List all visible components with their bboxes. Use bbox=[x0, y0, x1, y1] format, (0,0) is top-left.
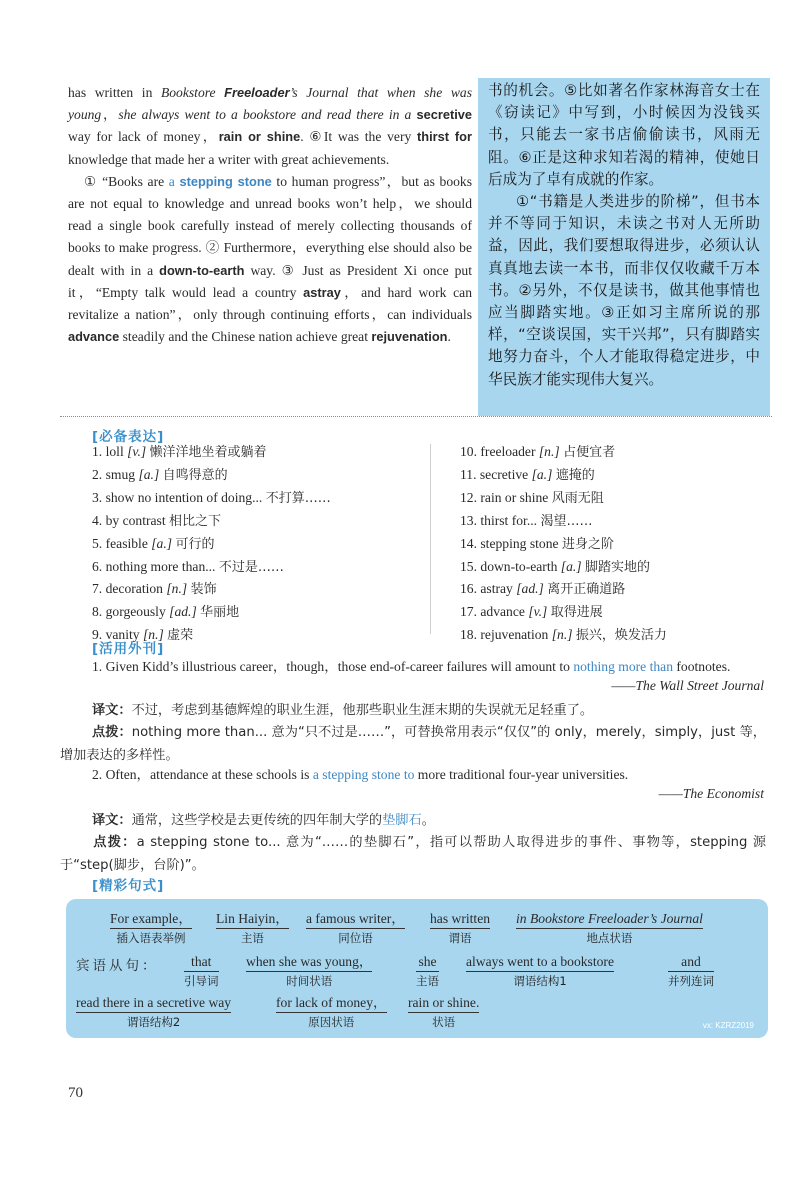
vocab-item bbox=[460, 441, 770, 464]
text-run: nothing more than bbox=[573, 659, 673, 674]
text-run: knowledge that made her a writer with great achievements. bbox=[68, 151, 390, 167]
translation-label: 译文： bbox=[92, 813, 132, 828]
vocab-meaning: 脚踏实地的 bbox=[584, 559, 650, 575]
vocab-meaning: 懒洋洋地坐着或躺着 bbox=[149, 445, 267, 460]
vocab-number: 10. bbox=[460, 444, 481, 459]
vocab-meaning: 遮掩的 bbox=[555, 467, 595, 483]
vocab-meaning: 取得进展 bbox=[550, 605, 603, 621]
translation-label: 译文： bbox=[92, 703, 132, 718]
vocab-number: 4. bbox=[92, 512, 106, 528]
vocab-word: down-to-earth bbox=[480, 558, 561, 574]
token-row2-3: always went to a bookstore 谓语结构1 bbox=[466, 954, 614, 988]
vocab-word: advance bbox=[480, 604, 529, 620]
vocab-item bbox=[460, 464, 770, 487]
vocab-pos: [v.] bbox=[127, 444, 150, 459]
section-heading-sentence: [精彩句式] bbox=[92, 878, 165, 894]
vocab-meaning: 装饰 bbox=[190, 582, 217, 598]
english-paragraph-2 bbox=[68, 171, 472, 349]
vocab-pos: [n.] bbox=[551, 627, 576, 643]
vocab-number: 8. bbox=[92, 604, 106, 620]
vocab-item bbox=[460, 556, 770, 579]
text-run: . ⑥It was the very bbox=[300, 129, 418, 145]
vocab-pos: [a.] bbox=[151, 535, 176, 551]
english-paragraph-1 bbox=[68, 82, 472, 171]
example-1-source: ——The Wall Street Journal bbox=[611, 678, 764, 693]
example-2-translation bbox=[60, 809, 766, 832]
vocab-meaning: 自鸣得意的 bbox=[162, 467, 228, 483]
text-run: way. ③ Just as President Xi once put it，“Empty talk would lead a country bbox=[68, 262, 473, 300]
token-row2-2: she 主语 bbox=[416, 954, 439, 988]
text-run: 通常，这些学校是去更传统的四年制大学的 bbox=[131, 813, 383, 828]
text-run: 。 bbox=[421, 813, 435, 828]
text-run: 不过，考虑到基德辉煌的职业生涯，他那些职业生涯末期的失误就无足轻重了。 bbox=[131, 703, 594, 718]
example-1-translation bbox=[60, 699, 766, 722]
text-run: secretive bbox=[416, 107, 472, 123]
text-run: she always went to a bookstore and read there in a bbox=[118, 107, 417, 123]
vocab-word: secretive bbox=[479, 466, 532, 482]
vocab-list-left bbox=[92, 441, 422, 647]
vocab-number: 7. bbox=[92, 581, 106, 597]
vocab-pos: [a.] bbox=[560, 558, 585, 574]
vocab-pos: [ad.] bbox=[516, 581, 548, 597]
vocab-meaning: 进身之阶 bbox=[561, 536, 614, 552]
text-run: to human progress”，but as books are not equal to knowledge and unread books won’t help，we should read a single book carefully instead of merely collecting thousands of books to make progress. ② Furthermore，everything else should also be dealt with in a bbox=[68, 173, 472, 278]
vocab-word: show no intention of doing... bbox=[105, 489, 266, 505]
vocab-word: astray bbox=[480, 581, 517, 597]
vocab-item bbox=[460, 510, 770, 533]
text-run: way for lack of money， bbox=[68, 129, 219, 145]
vocab-number: 3. bbox=[92, 489, 106, 505]
chinese-paragraph-2: ①“书籍是人类进步的阶梯”，但书本并不等同于知识，未读之书对人无所助益，因此，我们要想取得进步，必须认认真真地去读一本书，而非仅仅收藏千万本书。②另外，不仅是读书，做其他事情也应当脚踏实地。③正如习主席所说的那样，“空谈误国，实干兴邦”，只有脚踏实地努力奋斗，个人才能取得稳定进步，中华民族才能实现伟大复兴。 bbox=[488, 193, 760, 388]
vocab-meaning: 风雨无阻 bbox=[551, 490, 604, 506]
vocab-pos: [n.] bbox=[538, 444, 564, 459]
vocab-meaning: 华丽地 bbox=[200, 605, 240, 621]
vocab-item bbox=[92, 510, 422, 533]
vocab-item bbox=[460, 624, 770, 647]
example-2-source: ——The Economist bbox=[658, 786, 764, 801]
text-run: ，and hard work can revitalize a nation”，only through continuing efforts，can individuals bbox=[68, 284, 472, 323]
token-row3-1: for lack of money， 原因状语 bbox=[276, 995, 387, 1029]
chinese-translation-box bbox=[478, 78, 770, 416]
text-run: . bbox=[447, 329, 451, 345]
sentence-analysis-box bbox=[66, 899, 768, 1038]
vocab-item bbox=[92, 441, 422, 464]
chinese-paragraph-1: 书的机会。⑤比如著名作家林海音女士在《窃读记》中写到，小时候因为没钱买书，只能去一家书店偷偷读书，风雨无阻。⑥正是这种求知若渴的精神，使她日后成为了卓有成就的作家。 bbox=[488, 82, 760, 188]
vocab-meaning: 不打算…… bbox=[265, 490, 331, 506]
token-row2-1: when she was young， 时间状语 bbox=[246, 954, 373, 988]
text-run: footnotes. bbox=[673, 659, 731, 674]
vocab-item bbox=[460, 533, 770, 556]
vocab-number: 2. bbox=[92, 466, 106, 482]
vocab-word: gorgeously bbox=[105, 604, 170, 620]
vocab-column-divider bbox=[430, 444, 431, 634]
vocab-pos: [a.] bbox=[531, 466, 556, 482]
token-row1-3: has written 谓语 bbox=[430, 911, 491, 945]
vocab-word: thirst for... bbox=[480, 512, 541, 528]
vocab-item bbox=[460, 601, 770, 624]
vocab-meaning: 占便宜者 bbox=[563, 445, 616, 460]
text-run: rain or shine bbox=[218, 129, 301, 145]
vocab-pos: [n.] bbox=[166, 581, 191, 597]
vocab-meaning: 渴望…… bbox=[540, 513, 593, 529]
vocab-word: stepping stone bbox=[480, 535, 562, 551]
vocab-number: 9. bbox=[92, 627, 106, 643]
vocab-item bbox=[460, 487, 770, 510]
vocab-item bbox=[460, 578, 770, 601]
vocab-item bbox=[92, 578, 422, 601]
token-row2-0: that 引导词 bbox=[184, 954, 219, 988]
vocab-list-right bbox=[460, 441, 770, 647]
vocab-meaning: 相比之下 bbox=[169, 513, 222, 529]
text-run: 2. Often，attendance at these schools is bbox=[92, 767, 313, 782]
vocab-meaning: 不过是…… bbox=[218, 559, 284, 575]
vocab-number: 5. bbox=[92, 535, 106, 551]
text-run: ① “Books are bbox=[84, 173, 169, 189]
text-run: 垫脚石 bbox=[382, 813, 422, 828]
note-label: 点拨： bbox=[92, 835, 137, 850]
text-run: a stepping stone to bbox=[312, 767, 415, 782]
vocab-number: 17. bbox=[460, 604, 481, 620]
clause-label: 宾语从句： bbox=[76, 958, 159, 974]
vocab-word: decoration bbox=[105, 581, 167, 597]
text-run: astray bbox=[303, 284, 341, 300]
example-2-note bbox=[60, 831, 766, 877]
token-row3-0: read there in a secretive way 谓语结构2 bbox=[76, 995, 232, 1029]
example-2-sentence bbox=[60, 764, 766, 786]
text-run: more traditional four-year universities. bbox=[414, 767, 629, 782]
vocab-pos: [v.] bbox=[528, 604, 551, 620]
text-run: a bbox=[168, 173, 180, 189]
text-run: thirst for bbox=[417, 129, 472, 145]
vocab-number: 16. bbox=[460, 581, 481, 597]
vocab-item bbox=[92, 601, 422, 624]
example-1-sentence bbox=[60, 656, 766, 678]
vocab-item bbox=[92, 464, 422, 487]
vocab-meaning: 可行的 bbox=[175, 536, 215, 552]
vocab-meaning: 离开正确道路 bbox=[547, 582, 626, 598]
text-run: 1. Given Kidd’s illustrious career，though，those end-of-career failures will amount to bbox=[92, 659, 574, 674]
text-run: stepping stone bbox=[179, 173, 272, 189]
watermark: vx: KZRZ2019 bbox=[702, 1021, 754, 1030]
token-row3-2: rain or shine. 状语 bbox=[408, 995, 480, 1029]
vocab-word: nothing more than... bbox=[105, 558, 219, 574]
token-row1-1: Lin Haiyin， 主语 bbox=[216, 911, 289, 945]
vocab-word: smug bbox=[105, 466, 139, 482]
vocab-item bbox=[92, 556, 422, 579]
vocab-number: 14. bbox=[460, 535, 481, 551]
vocab-meaning: 振兴，焕发活力 bbox=[575, 628, 667, 644]
vocab-word: feasible bbox=[105, 535, 152, 551]
text-run: rejuvenation bbox=[371, 329, 448, 345]
vocab-number: 18. bbox=[460, 627, 481, 643]
english-passage bbox=[68, 82, 472, 348]
text-run: steadily and the Chinese nation achieve great bbox=[119, 329, 372, 345]
text-run: ’s bbox=[289, 85, 307, 100]
text-run: Journal that when she was young bbox=[68, 85, 472, 123]
vocab-item bbox=[92, 487, 422, 510]
page-number: 70 bbox=[68, 1085, 83, 1101]
vocab-pos: [ad.] bbox=[169, 604, 201, 620]
vocab-meaning: 虚荣 bbox=[167, 628, 194, 644]
token-row1-0: For example， 插入语表举例 bbox=[110, 911, 192, 945]
section-heading-usage: [活用外刊] bbox=[92, 641, 165, 657]
text-run: down-to-earth bbox=[159, 262, 245, 278]
vocab-pos: [n.] bbox=[142, 627, 168, 643]
text-run: nothing more than... 意为“只不过是……”，可替换常用表示“仅仅”的 only，merely，simply，just 等，增加表达的多样性。 bbox=[60, 725, 766, 763]
vocab-number: 6. bbox=[92, 558, 106, 574]
vocab-word: loll bbox=[105, 444, 128, 459]
vocab-word: by contrast bbox=[105, 512, 170, 528]
dotted-divider bbox=[60, 416, 772, 417]
text-run: ， bbox=[101, 107, 119, 123]
token-row1-2: a famous writer， 同位语 bbox=[306, 911, 405, 945]
text-run: Bookstore bbox=[160, 85, 225, 100]
text-run: has written in bbox=[68, 85, 161, 100]
token-row1-4: in Bookstore Freeloader’s Journal 地点状语 bbox=[516, 911, 703, 945]
vocab-pos: [a.] bbox=[138, 466, 163, 482]
vocab-number: 12. bbox=[460, 489, 481, 505]
vocab-word: rejuvenation bbox=[480, 627, 552, 643]
vocab-word: freeloader bbox=[480, 444, 539, 459]
vocab-word: rain or shine bbox=[480, 489, 552, 505]
vocab-word: vanity bbox=[105, 627, 143, 643]
vocab-number: 11. bbox=[460, 466, 480, 482]
vocab-number: 13. bbox=[460, 512, 481, 528]
vocab-number: 15. bbox=[460, 558, 481, 574]
example-1-note bbox=[60, 721, 766, 767]
section-heading-expressions: [必备表达] bbox=[92, 429, 165, 445]
note-label: 点拨： bbox=[92, 725, 132, 740]
vocab-number: 1. bbox=[92, 444, 106, 459]
token-row2-4: and 并列连词 bbox=[668, 954, 714, 988]
text-run: Freeloader bbox=[224, 85, 290, 100]
text-run: advance bbox=[68, 329, 120, 345]
vocab-item bbox=[92, 533, 422, 556]
text-run: a stepping stone to... 意为“……的垫脚石”，指可以帮助人取得进步的事件、事物等，stepping 源于“step(脚步，台阶)”。 bbox=[60, 835, 767, 873]
